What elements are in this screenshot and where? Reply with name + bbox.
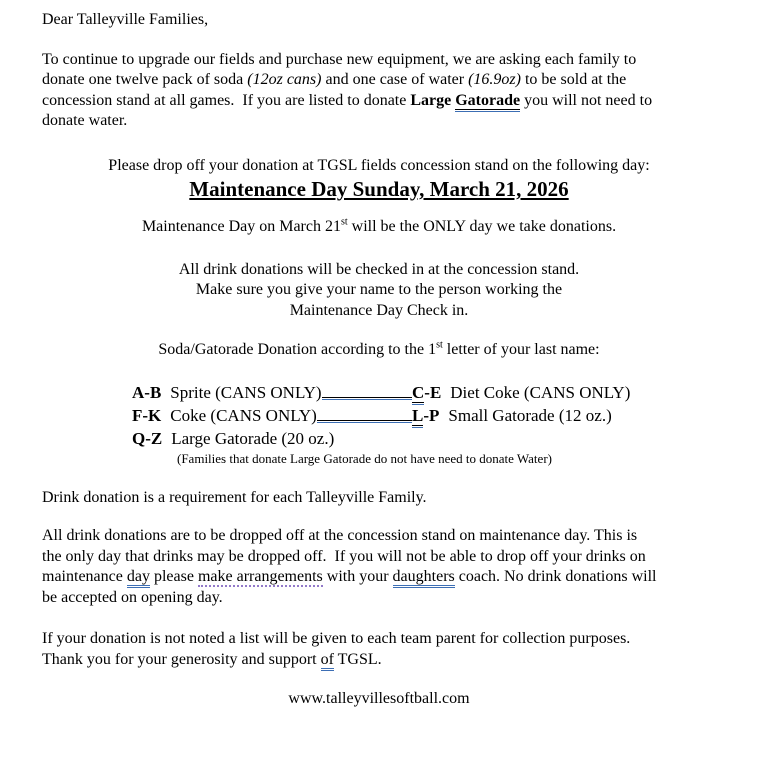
blank-underline: [317, 407, 412, 421]
salutation-text: Dear Talleyville Families,: [42, 11, 209, 28]
text-segment: All drink donations are to be dropped off at the concession stand on maintenance day. This is: [42, 527, 638, 544]
gatorade-underlined-word: Gatorade: [455, 91, 521, 109]
water-size-italic: (16.9oz): [468, 71, 521, 88]
donation-item: Large Gatorade (20 oz.): [171, 428, 335, 448]
donation-item: Small Gatorade (12 oz.): [448, 405, 612, 425]
text-segment: be accepted on opening day.: [42, 588, 223, 606]
text-segment: and one case of water: [321, 71, 469, 88]
ordinal-superscript: st: [436, 339, 443, 351]
text-segment: coach. No drink donations will: [454, 568, 657, 585]
grammar-marked-word-daughters: daughters: [392, 568, 455, 585]
grammar-marked-word-day: day: [126, 568, 150, 585]
website-url: www.talleyvillesoftball.com: [288, 690, 470, 707]
requirement-text: Drink donation is a requirement for each Talleyville Family.: [42, 488, 427, 506]
maintenance-day-heading: [42, 176, 716, 202]
large-bold-text: Large: [410, 91, 456, 109]
salutation: [42, 10, 716, 31]
text-segment: will be the ONLY day we take donations.: [347, 218, 617, 235]
checkin-note: [42, 260, 716, 322]
text-segment: Maintenance Day on March 21: [141, 218, 341, 235]
letter-range: A-B: [132, 382, 162, 402]
closing-paragraph: [42, 629, 716, 670]
checkin-line-1: All drink donations will be checked in at the concession stand.: [178, 260, 580, 278]
text-segment: donate one twelve pack of soda: [42, 71, 248, 88]
website-footer: [42, 689, 716, 710]
text-segment: Thank you for your generosity and support: [42, 650, 321, 668]
only-day-note: [42, 217, 716, 238]
intro-paragraph: [42, 50, 716, 132]
donation-row: [42, 404, 716, 427]
last-name-key-line: [42, 340, 716, 361]
dropoff-instruction: [42, 156, 716, 177]
grammar-marked-word-of: of: [320, 650, 334, 668]
donation-item: Coke (CANS ONLY): [170, 405, 317, 425]
gatorade-water-note: [42, 450, 716, 467]
letter-range: L: [412, 405, 424, 425]
donation-row: [42, 381, 716, 404]
checkin-line-3: Maintenance Day Check in.: [289, 301, 469, 319]
text-segment: letter of your last name:: [442, 341, 600, 358]
heading-text: Maintenance Day Sunday, March 21, 2026: [189, 177, 569, 201]
text-segment: concession stand at all games. If you are listed to donate: [42, 91, 411, 109]
checkin-line-2: Make sure you give your name to the person working the: [195, 281, 563, 298]
text-segment: you will not need to: [520, 91, 653, 109]
text-segment: with your: [322, 568, 393, 585]
style-marked-phrase: make arrangements: [197, 568, 323, 585]
text-segment: the only day that drinks may be dropped off. If you will not be able to drop off your drinks on: [42, 547, 646, 565]
donation-table: [42, 381, 716, 467]
text-segment: TGSL.: [333, 650, 382, 668]
dropoff-instruction-text: Please drop off your donation at TGSL fields concession stand on the following day:: [108, 156, 650, 174]
text-segment: To continue to upgrade our fields and purchase new equipment, we are asking each family to: [42, 50, 637, 68]
donation-row: [42, 427, 716, 450]
soda-size-italic: (12oz cans): [247, 71, 322, 88]
text-segment: maintenance: [42, 568, 127, 585]
gatorade-water-note-text: (Families that donate Large Gatorade do not have need to donate Water): [177, 450, 552, 466]
letter-range: F-K: [132, 405, 162, 425]
letter-range: -E: [424, 382, 442, 402]
text-segment: donate water.: [42, 112, 128, 129]
dropoff-rules-paragraph: [42, 526, 716, 608]
text-segment: Soda/Gatorade Donation according to the 1: [158, 341, 437, 358]
text-segment: If your donation is not noted a list will be given to each team parent for collection purposes.: [42, 630, 631, 647]
letter-range: Q-Z: [132, 428, 163, 448]
donation-item: Sprite (CANS ONLY): [170, 382, 322, 402]
blank-underline: [322, 384, 412, 398]
donation-item: Diet Coke (CANS ONLY): [450, 382, 631, 402]
requirement-line: [42, 488, 716, 509]
text-segment: to be sold at the: [520, 71, 627, 88]
ordinal-superscript: st: [340, 216, 348, 228]
letter-range: C: [412, 382, 425, 402]
letter-range: -P: [423, 405, 440, 425]
text-segment: please: [149, 568, 198, 585]
